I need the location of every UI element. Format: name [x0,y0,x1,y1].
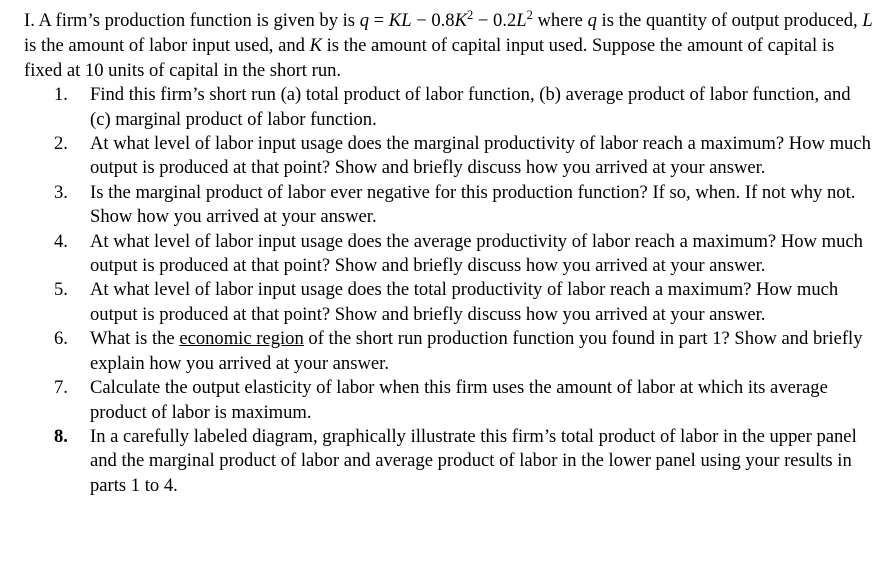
question-text: At what level of labor input usage does the marginal productivity of labor reach a maximum? How much output is produced at that point? Show and briefly discuss how you arrived at your answer. [90,133,871,179]
question-number: 8. [54,425,68,447]
eq-minus-2: − 0.2 [473,10,517,31]
question-text: Is the marginal product of labor ever negative for this production function? If so, when. If not why not. Show how you arrived at your answer. [90,181,856,228]
question-list [24,83,874,498]
question-number: 5. [54,279,68,301]
eq-term-l: L [516,10,527,31]
var-l: L [862,10,873,31]
eq-lhs: q [359,10,369,31]
question-text: Find this firm’s short run (a) total product of labor function, (b) average product of labor function, and (c) marginal product of labor function. [90,84,851,130]
intro-mid-3: is the amount of labor input used, and [24,35,310,57]
question-number: 6. [54,328,68,350]
intro-mid-1: where [532,10,588,31]
eq-term-k: K [454,10,467,31]
question-text: Calculate the output elasticity of labor when this firm uses the amount of labor at which its average product of labor is maximum. [90,377,828,423]
production-function-equation [360,10,533,31]
question-number: 1. [54,84,68,106]
intro-mid-4: is the amount of capital input used. Suppose the amount of capital is fixed at 10 units of capital in the short run. [24,35,835,81]
question-text: At what level of labor input usage does the average productivity of labor reach a maximum? How much output is produced at that point? Show and briefly discuss how you arrived at your answer. [90,230,863,277]
eq-term-kl: KL [388,10,412,31]
question-item [24,278,874,327]
question-number: 4. [54,230,68,252]
var-k: K [309,35,322,57]
question-text-pre: What is the [90,328,180,350]
question-text-post: of the short run production function you found in part 1? Show and briefly explain how you arrived at your answer. [90,328,863,374]
question-number: 7. [54,377,68,399]
question-number: 3. [54,181,68,203]
question-item [24,132,874,181]
problem-intro [24,9,874,83]
question-number: 2. [54,133,68,155]
question-item [24,83,874,132]
question-text [90,328,863,373]
eq-exponent-l: 2 [526,8,533,22]
question-text: In a carefully labeled diagram, graphically illustrate this firm’s total product of labor in the upper panel and the marginal product of labor and average product of labor in the lower panel using your results in parts 1 to 4. [90,425,857,496]
question-item [24,376,874,425]
economic-region-term: economic region [179,328,304,350]
eq-equals: = [369,10,389,31]
question-item [24,327,874,376]
question-text: At what level of labor input usage does the total productivity of labor reach a maximum? How much output is produced at that point? Show and briefly discuss how you arrived at your answer. [90,279,839,325]
intro-mid-2: is the quantity of output produced, [596,10,863,31]
question-item [24,425,874,498]
intro-prefix: I. A firm’s production function is given by is [24,10,360,31]
var-q: q [587,10,597,31]
eq-exponent-k: 2 [466,8,474,22]
question-item [24,230,874,279]
document-page [24,9,874,498]
question-item [24,181,874,230]
eq-minus-1: − 0.8 [411,10,455,31]
